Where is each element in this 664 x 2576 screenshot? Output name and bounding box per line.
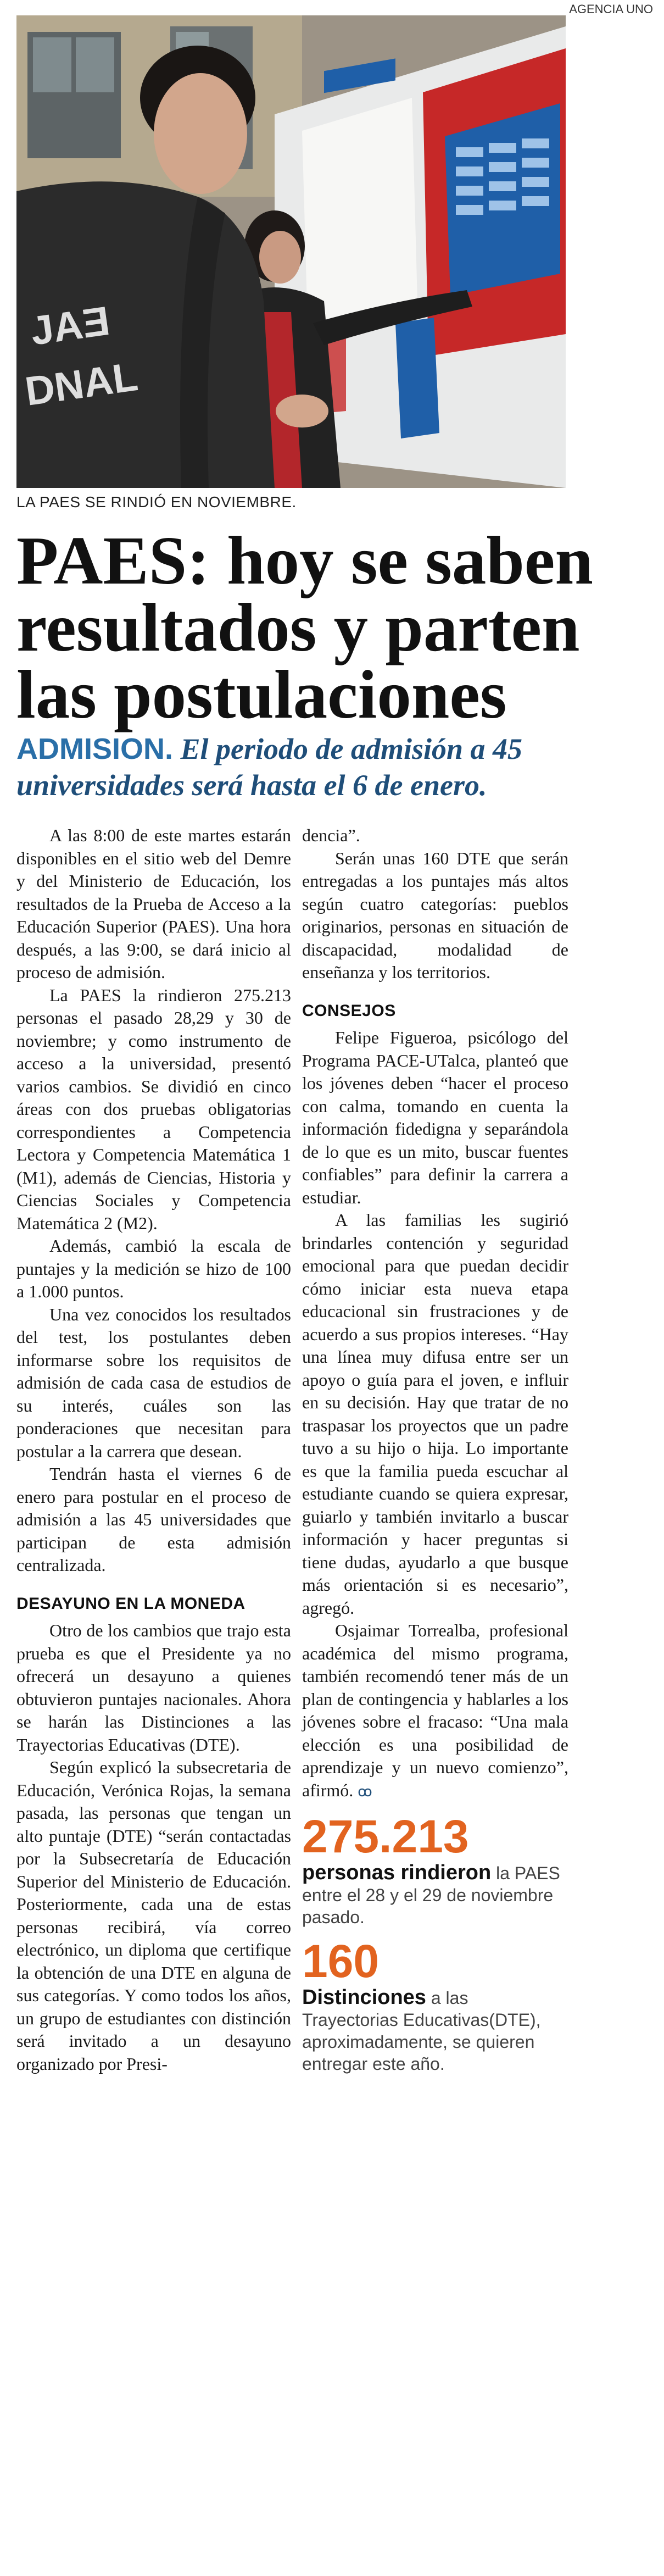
stat-box-distinctions	[302, 1936, 568, 2075]
svg-text:JAƎ: JAƎ	[27, 297, 113, 354]
paragraph: Según explicó la subsecretaria de Educación, Verónica Rojas, la semana pasada, las personas que tengan un alto puntaje (DTE) “serán contactadas por la Subsecretaría de Educación Superior del Ministerio de Educación. Posteriormente, cada una de estas personas recibirá, vía correo electrónico, un diploma que certifique la obtención de una DTE en alguna de sus categorías. Y como todos los años, un grupo de estudiantes con distinción será invitado a un desayuno organizado por Presi-	[16, 1757, 291, 2074]
stat-description	[302, 1862, 568, 1928]
photo-illustration	[16, 15, 566, 488]
stat-text: la PAES entre el 28 y el 29 de noviembre pasado.	[302, 1863, 560, 1927]
paragraph: Otro de los cambios que trajo esta prueba es que el Presidente ya no ofrecerá un desayuno a quienes obtuvieron puntajes nacionales. Ahora se harán las Distinciones a las Trayectorias Educativas (DTE).	[16, 1620, 291, 1755]
stat-description	[302, 1986, 568, 2075]
photo-caption: LA PAES SE RINDIÓ EN NOVIEMBRE.	[16, 493, 297, 510]
paragraph: Además, cambió la escala de puntajes y la medición se hizo de 100 a 1.000 puntos.	[16, 1236, 291, 1301]
stat-text: a las Trayectorias Educativas(DTE), aproximadamente, se quieren entregar este año.	[302, 1988, 541, 2074]
headline: PAES: hoy se saben resultados y parten las postulaciones	[16, 523, 593, 733]
paragraph: La PAES la rindieron 275.213 personas el pasado 28,29 y 30 de noviembre; y como instrumento de acceso a la universidad, presentó varios cambios. Se dividió en cinco áreas con dos pruebas obligatorias correspondientes a Competencia Lectora y Competencia Matemática 1 (M1), además de Ciencias, Historia y Ciencias Sociales y Competencia Matemática 2 (M2).	[16, 985, 291, 1233]
paragraph: Tendrán hasta el viernes 6 de enero para postular en el proceso de admisión a las 45 universidades que participan de esta admisión centralizada.	[16, 1464, 291, 1575]
subhead-text: El periodo de admisión a 45 universidades será hasta el 6 de enero.	[16, 732, 523, 802]
paragraph: A las familias les sugirió brindarles contención y seguridad emocional para que puedan decidir cómo iniciar esta nueva etapa educacional sin frustraciones y de acuerdo a sus propios intereses. “Hay una línea muy difusa entre ser un apoyo o guía para el joven, e influir en su decisión. Hay que tratar de no traspasar los proyectos que un padre tuvo a su hijo o hija. Lo importante es que la familia pueda escuchar al estudiante cuando se quiera expresar, guiarlo y también invitarlo a buscar información y hacer preguntas si tiene dudas, ayudarlo a que busque más orientación si es necesario”, agregó.	[302, 1210, 568, 1618]
paragraph	[302, 1619, 568, 1803]
paragraph: Felipe Figueroa, psicólogo del Programa PACE-UTalca, planteó que los jóvenes deben “hacer el proceso con calma, tomando en cuenta la información fidedigna y separándola de lo que es un mito, buscar fuentes confiables” para definir la carrera a estudiar.	[302, 1028, 568, 1207]
stat-label: Distinciones	[302, 1986, 426, 2009]
stat-number: 275.213	[302, 1811, 469, 1862]
subhead	[16, 731, 648, 803]
news-photo	[16, 15, 566, 488]
paragraph-continuation: dencia”.	[302, 825, 360, 845]
end-mark-icon: ꝏ	[358, 1783, 372, 1800]
stat-number: 160	[302, 1935, 380, 1987]
paragraph: Serán unas 160 DTE que serán entregadas a los puntajes más altos según cuatro categorías: pueblos originarios, personas en situación de discapacidad, modalidad de enseñanza y los territorios.	[302, 848, 568, 982]
article-column-left	[16, 824, 291, 2075]
photo-credit: AGENCIA UNO	[569, 2, 653, 16]
svg-text:DNAL: DNAL	[22, 353, 141, 414]
paragraph: A las 8:00 de este martes estarán disponibles en el sitio web del Demre y del Ministerio de Educación, los resultados de la Prueba de Acceso a la Educación Superior (PAES). Una hora después, a las 9:00, se dará inicio al proceso de admisión.	[16, 825, 291, 982]
stat-label: personas rindieron	[302, 1861, 492, 1884]
article-column-right	[302, 824, 568, 2075]
paragraph: Una vez conocidos los resultados del test, los postulantes deben informarse sobre los requisitos de admisión de cada casa de estudios de su interés, cuáles son las ponderaciones que necesitan para postular a la carrera que desean.	[16, 1304, 291, 1461]
stat-box-participants	[302, 1811, 568, 1928]
section-heading-desayuno: DESAYUNO EN LA MONEDA	[16, 1594, 245, 1613]
subhead-kicker: ADMISION.	[16, 732, 174, 765]
paragraph-text: Osjaimar Torrealba, profesional académica del mismo programa, también recomendó tener más de un plan de contingencia y hablarles a los jóvenes sobre el fracaso: “Una mala elección es una posibilidad de aprendizaje y un nuevo comienzo”, afirmó.	[302, 1620, 568, 1800]
section-heading-consejos: CONSEJOS	[302, 1001, 396, 1020]
